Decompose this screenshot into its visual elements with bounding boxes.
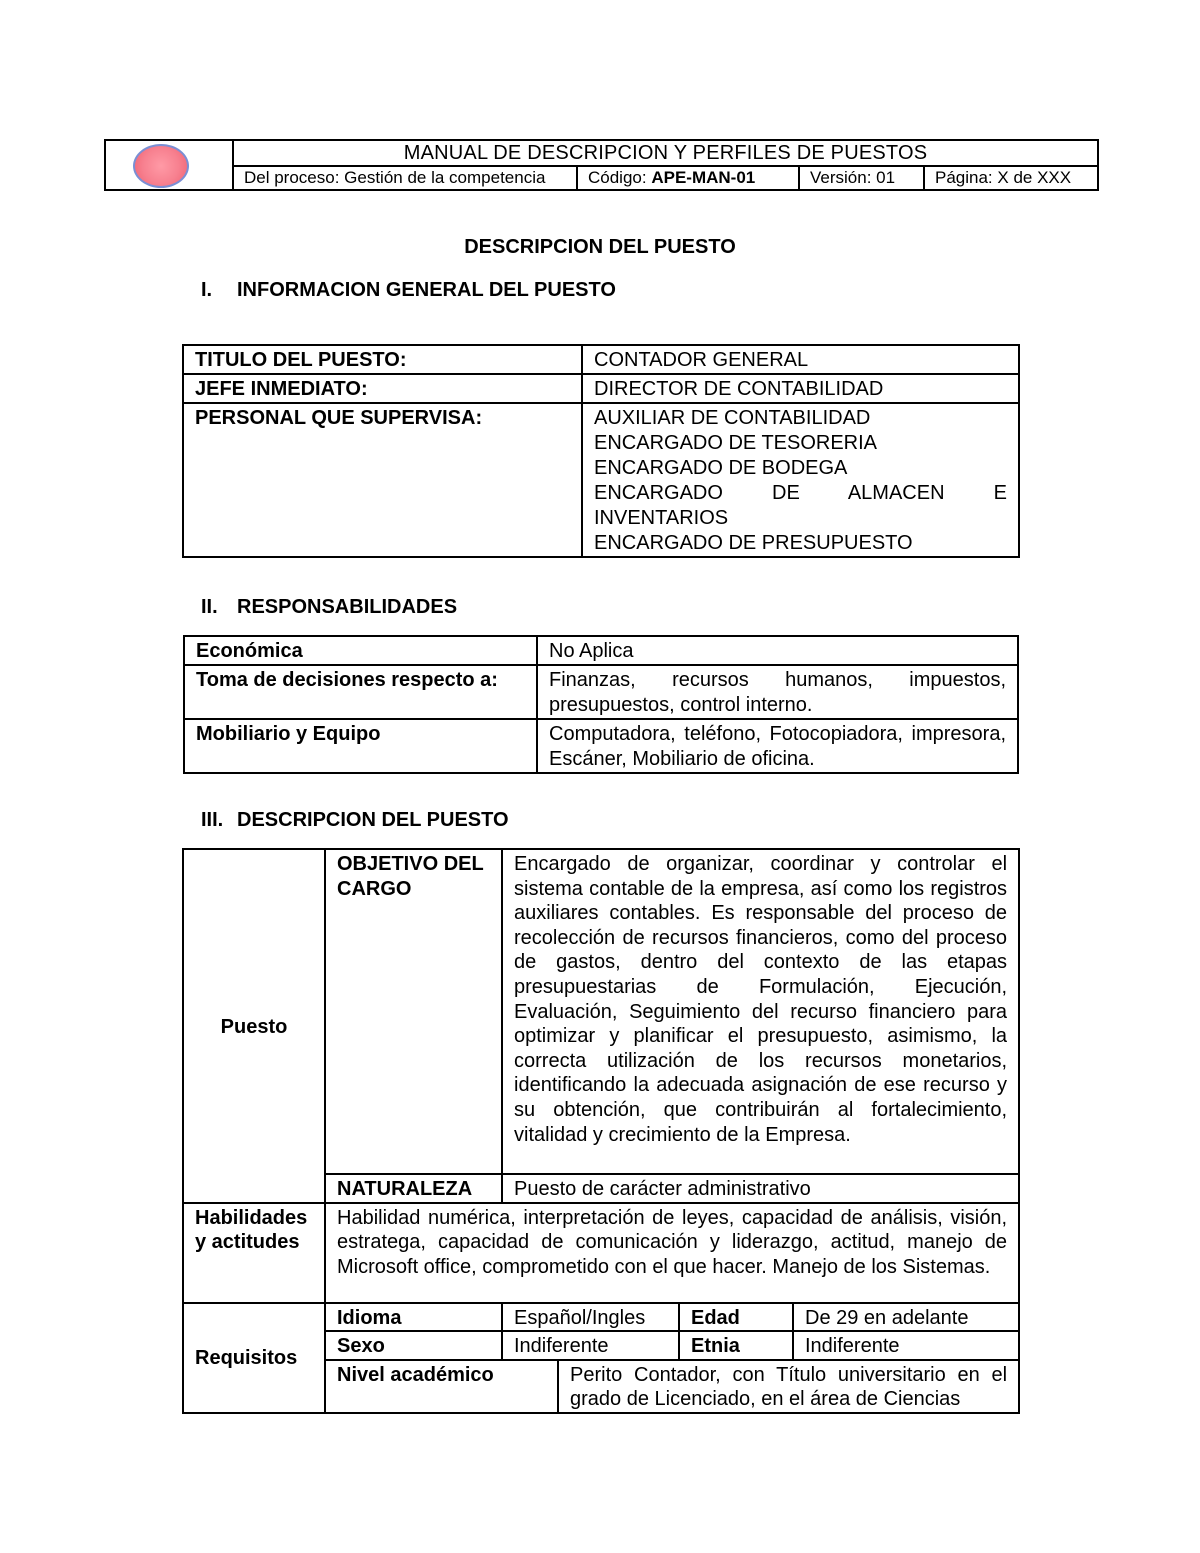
row-value: CONTADOR GENERAL [582, 345, 1019, 374]
row-value: No Aplica [537, 636, 1018, 665]
naturaleza-text: Puesto de carácter administrativo [502, 1174, 1019, 1203]
nivel-value: Perito Contador, con Título universitario en el grado de Licenciado, en el área de Ciencias [558, 1360, 1019, 1413]
table-row [183, 374, 1019, 403]
manual-title: MANUAL DE DESCRIPCION Y PERFILES DE PUESTOS [233, 140, 1098, 166]
objetivo-text: Encargado de organizar, coordinar y controlar el sistema contable de la empresa, así como los registros auxiliares contables. Es responsable del proceso de recolección de recursos financieros, como del proceso de gastos, dentro del contexto de las etapas presupuestarias de Formulación, Ejecución, Evaluación, Seguimiento del recurso financiero para optimizar y planificar el presupuesto, asimismo, la correcta utilización de los recursos monetarios, identificando la adecuada asignación de ese recurso y su obtención, que contribuirán al fortalecimiento, vitalidad y crecimiento de la Empresa. [502, 849, 1019, 1174]
code-value: APE-MAN-01 [651, 168, 756, 187]
responsibilities-table [183, 635, 1019, 774]
idioma-value: Español/Ingles [502, 1303, 679, 1332]
list-item: ENCARGADO DE PRESUPUESTO [594, 532, 913, 554]
objetivo-label: OBJETIVO DEL CARGO [325, 849, 502, 1174]
table-row [183, 345, 1019, 374]
list-item: ENCARGADO DE ALMACEN E INVENTARIOS [594, 482, 1007, 529]
doc-title: DESCRIPCION DEL PUESTO [464, 236, 736, 258]
row-label: PERSONAL QUE SUPERVISA: [183, 403, 582, 557]
puesto-label: Puesto [183, 849, 325, 1203]
list-item: AUXILIAR DE CONTABILIDAD [594, 407, 871, 429]
list-item: ENCARGADO DE TESORERIA [594, 432, 878, 454]
nivel-label: Nivel académico [325, 1360, 558, 1413]
naturaleza-label: NATURALEZA [325, 1174, 502, 1203]
version-label: Versión: 01 [799, 166, 924, 190]
table-row [183, 403, 1019, 557]
table-row [184, 719, 1018, 773]
edad-label: Edad [679, 1303, 793, 1332]
table-row [184, 665, 1018, 719]
habilidades-label: Habilidades y actitudes [183, 1203, 325, 1303]
row-label: Toma de decisiones respecto a: [184, 665, 537, 719]
section2-heading: II. RESPONSABILIDADES [201, 596, 458, 618]
idioma-label: Idioma [325, 1303, 502, 1332]
company-logo [133, 144, 189, 188]
row-label: Mobiliario y Equipo [184, 719, 537, 773]
row-label: TITULO DEL PUESTO: [183, 345, 582, 374]
logo-cell [105, 140, 233, 190]
table-row [184, 636, 1018, 665]
sexo-label: Sexo [325, 1331, 502, 1360]
row-value: DIRECTOR DE CONTABILIDAD [582, 374, 1019, 403]
row-label: Económica [184, 636, 537, 665]
process-label: Del proceso: Gestión de la competencia [233, 166, 577, 190]
row-value: Computadora, teléfono, Fotocopiadora, impresora, Escáner, Mobiliario de oficina. [537, 719, 1018, 773]
edad-value: De 29 en adelante [793, 1303, 1019, 1332]
row-label: JEFE INMEDIATO: [183, 374, 582, 403]
supervised-list [582, 403, 1019, 557]
job-description-table [182, 848, 1020, 1414]
section1-heading: I. INFORMACION GENERAL DEL PUESTO [201, 279, 616, 301]
list-item: ENCARGADO DE BODEGA [594, 457, 848, 479]
page-label: Página: X de XXX [924, 166, 1098, 190]
sexo-value: Indiferente [502, 1331, 679, 1360]
habilidades-text: Habilidad numérica, interpretación de leyes, capacidad de análisis, visión, estratega, capacidad de comunicación y liderazgo, actitud, manejo de Microsoft office, comprometido con el que hacer. Manejo de los Sistemas. [325, 1203, 1019, 1303]
general-info-table [182, 344, 1020, 558]
requisitos-label: Requisitos [183, 1303, 325, 1413]
code-label: Código: APE-MAN-01 [577, 166, 799, 190]
section3-heading: III. DESCRIPCION DEL PUESTO [201, 809, 509, 831]
document-header [104, 139, 1099, 191]
row-value: Finanzas, recursos humanos, impuestos, presupuestos, control interno. [537, 665, 1018, 719]
etnia-value: Indiferente [793, 1331, 1019, 1360]
etnia-label: Etnia [679, 1331, 793, 1360]
